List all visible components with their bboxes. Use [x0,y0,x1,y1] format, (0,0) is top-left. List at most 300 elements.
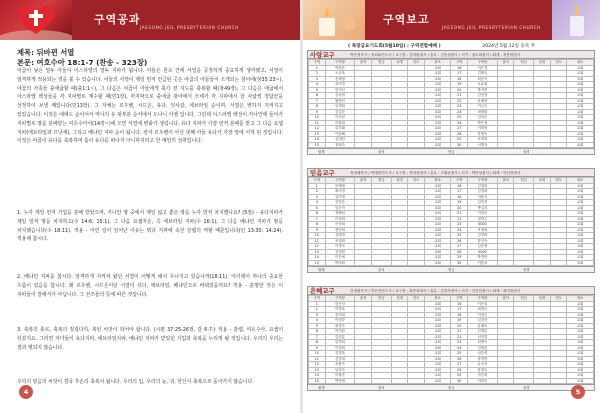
group-number: 26 [451,238,468,244]
bible-cell [391,142,408,148]
evangelism-cell [550,378,567,384]
page-number-right: 5 [571,385,585,399]
group-leader: 0000 [468,222,498,228]
column-header: 헌금 [371,296,391,302]
place-cell: 교회 [567,65,594,71]
place-cell: 교회 [424,307,451,313]
place-cell: 교회 [567,189,594,195]
group-leader: 장경자 [468,356,498,362]
column-header: 전도 [550,60,567,66]
column-header: 성경 [534,178,551,184]
column-header: 장소 [424,296,451,302]
place-cell: 교회 [567,329,594,335]
group-number: 30 [451,378,468,384]
column-header: 구역장 [468,60,498,66]
column-header: 전도 [408,178,425,184]
lavender-icon [552,0,600,40]
place-cell: 교회 [567,351,594,357]
group-leader: 임순자 [325,205,355,211]
group-number: 29 [451,137,468,143]
group-leader: 이미숙 [468,378,498,384]
place-cell: 교회 [567,249,594,255]
district-name: 사랑교구 [310,51,335,59]
place-cell: 교회 [567,238,594,244]
district-table [308,59,594,148]
place-cell: 교회 [424,378,451,384]
column-header: 출석 [497,178,514,184]
district-title-bar [308,169,594,177]
column-header: 구역장 [468,178,498,184]
attendance-cell [497,260,514,266]
place-cell: 교회 [567,104,594,110]
group-number: 17 [451,189,468,195]
group-number: 8 [309,104,326,110]
group-leader: 김미경 [468,200,498,206]
group-number: 29 [451,373,468,379]
group-leader: 정순희 [468,373,498,379]
group-number: 13 [309,249,326,255]
group-leader: 김정란 [325,249,355,255]
group-number: 27 [451,126,468,132]
column-header: 전도 [550,296,567,302]
group-leader: 최명숙 [468,340,498,346]
group-number: 20 [451,323,468,329]
place-cell: 교회 [567,205,594,211]
group-leader: 황영선 [325,98,355,104]
summary-label: 합계 [318,386,325,390]
place-cell: 교회 [424,211,451,217]
group-number: 23 [451,340,468,346]
group-leader: 김지현 [468,318,498,324]
group-leader: 이정희 [325,345,355,351]
column-header: 장소 [424,178,451,184]
group-number: 28 [451,367,468,373]
group-number: 7 [309,334,326,340]
attendance-cell [497,378,514,384]
group-number: 3 [309,312,326,318]
group-leader: 신미경 [468,334,498,340]
group-leader: 유숙자 [468,362,498,368]
group-leader: 조봉숙 [325,362,355,368]
group-leader: 김대선 [325,137,355,143]
group-number: 26 [451,356,468,362]
right-page-subtitle: JAESONG JEIL PRESBYTERIAN CHURCH [442,25,541,30]
group-number: 22 [451,98,468,104]
lesson-scripture: 본문: 여호수아 18:1-7 (찬송 - 323장) [17,58,148,67]
bible-cell [391,260,408,266]
place-cell: 교회 [567,255,594,261]
group-number: 14 [309,137,326,143]
group-leader: 서명옥 [468,142,498,148]
district-section [307,286,595,391]
column-header: 구역 [309,296,326,302]
group-leader: 한인숙 [468,238,498,244]
group-leader: 한은자 [325,301,355,307]
group-leader: 조정화 [325,238,355,244]
summary-label: 합계 [318,150,325,154]
group-leader: 김미영 [325,194,355,200]
group-number: 3 [309,194,326,200]
group-leader: 김순분 [325,334,355,340]
group-leader: 조미화 [468,137,498,143]
group-number: 30 [451,260,468,266]
candle-icon [303,0,365,40]
place-cell: 교회 [567,142,594,148]
left-page-title: 구역공과 [94,13,141,26]
group-leader: 오윤희 [468,82,498,88]
lesson-closing: 우리의 믿음의 씨앗이 결국 후손의 축복이 됩니다. 우리의 입, 우리의 눈, 귀, 한신이 축복으로 돌아가기 않습니다. [17,379,254,385]
group-leader: 정연주 [468,216,498,222]
group-number: 7 [309,98,326,104]
page-number-left: 4 [19,385,33,399]
group-number: 10 [309,115,326,121]
group-number: 12 [309,362,326,368]
place-cell: 교회 [567,87,594,93]
place-cell: 교회 [424,104,451,110]
place-cell: 교회 [567,345,594,351]
place-cell: 교회 [424,98,451,104]
place-cell: 교회 [567,378,594,384]
group-leader: 김정희 [468,233,498,239]
group-number: 20 [451,87,468,93]
column-header: 장소 [567,60,594,66]
group-number: 24 [451,345,468,351]
group-leader: 장민희 [325,227,355,233]
group-number: 22 [451,334,468,340]
column-header: 구역장 [325,60,355,66]
column-header: 장소 [424,60,451,66]
candle-image [303,0,365,40]
column-header: 성경 [391,178,408,184]
group-leader: 김정희 [468,183,498,189]
place-cell: 교회 [567,82,594,88]
group-leader: 박경란 [468,255,498,261]
group-number: 19 [451,318,468,324]
group-number: 28 [451,249,468,255]
report-column [303,40,600,413]
lesson-question-3: 3. 축복의 통로, 축복의 징검다리, 복된 씨앗이 되어야 합니다. (시편 37:25-26절, 갈 6:7-) 적용 - 갈렙, 여호수아, 요셉이 뒤섰지요. 그러면 자녀들이 유다지파, 에브라임지파, 베냐민 지파가 받았던 기업과 축복을 누리게 될 것입니다. 우리의 우리는 결과 햇되지 않습니다. [17,327,283,351]
evangelism-cell [550,142,567,148]
place-cell: 교회 [567,233,594,239]
group-leader: 최정숙 [468,307,498,313]
group-leader: 지용숙 [468,194,498,200]
district-table [308,177,594,266]
column-header: 헌금 [371,60,391,66]
group-leader: 오순옥 [325,71,355,77]
column-header: 출석 [497,60,514,66]
column-header: 헌금 [514,60,534,66]
group-number: 16 [451,183,468,189]
group-leader: 윤혜자 [468,98,498,104]
place-cell: 교회 [567,131,594,137]
place-cell: 교회 [424,301,451,307]
column-header: 전도 [408,296,425,302]
district-staff: 김정원목사 / 허은련전도사 / 교구장 : 최종희권사 / 총무 : 김경자집사 / 서기 : 김현미집사 / 회계 : 최미정집사 [350,289,521,293]
place-cell: 교회 [567,200,594,206]
group-leader: 문혜영 [325,183,355,189]
group-leader: 김순영 [468,244,498,250]
evangelism-cell [408,378,425,384]
column-header: 구역 [451,296,468,302]
group-number: 15 [309,260,326,266]
place-cell: 교회 [424,137,451,143]
district-staff: 정정래목사 / 박명란전도사 / 교구장 : 정미선권사 / 총무 : 고필균집사 / 서기 : 박미성집사 / 회계 : 이선영집사 [350,171,521,175]
place-cell: 교회 [424,356,451,362]
place-cell: 교회 [424,216,451,222]
place-cell: 교회 [424,323,451,329]
place-cell: 교회 [424,194,451,200]
lesson-question-1: 1. 누가 제일 먼저 기업을 분배 받았으며, 가나안 땅 중에서 제일 넓고 좋은 땅을 누가 먼저 차지했나요? (5절) - 유다지파가 제일 먼저 땅을 차지하고(수 14:6, 15:1), 그 다음 요셉자손, 즉 에브라임 지파(수 16:1), 그 다음 베냐민 지파가 땅을 차지했습니다(수 18:11). 적용 - 이런 일이 일어난 이유는 뭐다 지파에 속한 갈렙의 역할 때문입니다(민 13:30, 14:24). 적용해 봅시다. [17,210,283,243]
group-leader: 김영선 [468,345,498,351]
place-cell: 교회 [424,109,451,115]
group-number: 5 [309,205,326,211]
column-header: 장소 [567,178,594,184]
place-cell: 교회 [567,334,594,340]
place-cell: 교회 [424,340,451,346]
group-number: 3 [309,76,326,82]
right-header [303,0,600,40]
column-header: 성경 [391,60,408,66]
column-header: 헌금 [514,178,534,184]
place-cell: 교회 [424,318,451,324]
group-leader: 심태경 [325,233,355,239]
group-number: 23 [451,222,468,228]
place-cell: 교회 [424,260,451,266]
place-cell: 교회 [567,367,594,373]
attendance-cell [355,260,372,266]
attendance-cell [355,378,372,384]
group-number: 25 [451,233,468,239]
place-cell: 교회 [424,142,451,148]
place-cell: 교회 [567,115,594,121]
bible-cell [391,378,408,384]
group-leader: 한영숙 [468,131,498,137]
lesson-paragraph: 이곱이 낳은 열두 아들이 이스라엘의 열두 지파가 됩니다. 이들은 원호 간에 서열을 공정하게 중요하게 생각했고, 서열이 엄격하게 적용되는 것을 볼 수 있습니다. 이들의 서열이 제일 먼저 언급된 곳은 야곱의 아들들이 소개되는 창이에(창35:23~), 야곱의 가족들 출애굽할 때(출1:1~), 그 다음은 야곱이 아들에게 축기 전 지도를 축복할 때(창49장), 그 다음은 애굽에서 아스라엘 백성들을 각 지파별로 계수할 때(민1장), 마지막으로 출애굽 광야에서 모세가 각 지파에서 한 사람씩 정탐꾼을 선정하여 보낼 때입니다(민13장). 그 자체는 르우벤, 시므온, 유다, 잇사갈, 에브라임 순이며, 서열은 변하지 지켜지고 있었습니다. 이것은 애애도 순이어서 마니의 유 뒷부분 순서에서 도나니 아셀 입니다. 그런데 이스라엘 백성이 가나안에 들어가 지파별로 땅을 분배받는 여호수아서(14장~)에 오면 서열에 변화가 생깁니다. 유다 지파가 가장 먼저 분배를 받고 그 다음 요셉 지파(에브라임과 므낫세), 그리고 베냐민 지파 순이 됩니다. 장자 르우벤이 아닌 넷째 아들 유다가 가장 앞에 서게 된 것입니다. 이것은 야곱이 유다를 축복하며 홀이 유다를 떠나지 아니하리라고 한 예언의 성취입니다. [17,68,283,145]
summary-label: 성경 [523,268,530,272]
lesson-subject: 제목: 뒤바뀐 서열 [17,48,75,57]
place-cell: 교회 [424,244,451,250]
district-section [307,50,595,155]
group-leader: 한경희 [325,340,355,346]
group-leader: 박지연 [468,87,498,93]
summary-label: 성경 [523,150,530,154]
column-header: 성경 [534,296,551,302]
place-cell: 교회 [567,340,594,346]
place-cell: 교회 [567,222,594,228]
attendance-cell [355,142,372,148]
group-leader: 임순희 [468,351,498,357]
evangelism-cell [408,260,425,266]
district-name: 은혜교구 [310,287,335,295]
summary-row [308,384,594,390]
group-number: 21 [451,329,468,335]
bible-cell [534,142,551,148]
group-leader: 최명희 [468,109,498,115]
place-cell: 교회 [567,126,594,132]
meeting-title: ( 목장금요기도회(5월10일) : 구역연합예배 ) [348,44,441,49]
group-number: 9 [309,227,326,233]
place-cell: 교회 [424,255,451,261]
place-cell: 교회 [567,244,594,250]
group-number: 4 [309,318,326,324]
place-cell: 교회 [424,87,451,93]
group-leader: 이은희 [468,301,498,307]
place-cell: 교회 [424,71,451,77]
group-number: 12 [309,126,326,132]
group-leader: 최미정 [325,189,355,195]
group-number: 8 [309,340,326,346]
group-number: 2 [309,307,326,313]
place-cell: 교회 [567,109,594,115]
offering-cell [371,142,391,148]
group-leader: 박미화 [325,260,355,266]
place-cell: 교회 [567,301,594,307]
group-leader: 이봉옥 [468,260,498,266]
district-table [308,295,594,384]
column-header: 전도 [550,178,567,184]
column-header: 구역장 [325,296,355,302]
group-leader: 김성철 [325,93,355,99]
place-cell: 교회 [424,205,451,211]
summary-label: 합계 [318,268,325,272]
column-header: 장소 [567,296,594,302]
table-row [309,142,594,148]
table-row [309,260,594,266]
group-leader: 조정희 [468,227,498,233]
column-header: 성경 [534,60,551,66]
heart-cross-icon [0,0,72,40]
group-leader: 유혜숙 [468,323,498,329]
place-cell: 교회 [424,238,451,244]
offering-cell [371,260,391,266]
group-number: 6 [309,93,326,99]
group-number: 9 [309,345,326,351]
group-leader: 정희숙 [325,142,355,148]
place-cell: 교회 [424,183,451,189]
group-number: 5 [309,87,326,93]
place-cell: 교회 [567,312,594,318]
group-number: 25 [451,115,468,121]
offering-cell [514,260,534,266]
group-number: 8 [309,222,326,228]
heart-cross-image [0,0,72,40]
district-section [307,168,595,273]
summary-label: 성경 [523,386,530,390]
group-number: 11 [309,356,326,362]
summary-label: 출석 [378,268,385,272]
column-header: 구역장 [468,296,498,302]
lavender-candle-image [552,0,600,40]
group-leader: 최경숙 [325,323,355,329]
group-leader: 이명숙 [325,244,355,250]
place-cell: 교회 [424,249,451,255]
group-number: 29 [451,255,468,261]
group-leader: 최순자 [468,76,498,82]
group-number: 5 [309,323,326,329]
group-leader: 임재희 [325,104,355,110]
group-number: 2 [309,71,326,77]
group-number: 16 [451,65,468,71]
group-leader: 김영순 [325,200,355,206]
group-number: 13 [309,367,326,373]
group-number: 10 [309,233,326,239]
group-number: 10 [309,351,326,357]
bible-cell [534,378,551,384]
group-number: 2 [309,189,326,195]
group-leader: 이순애 [325,255,355,261]
group-leader: 이금숙 [468,104,498,110]
place-cell: 교회 [424,189,451,195]
group-number: 22 [451,216,468,222]
evangelism-cell [408,142,425,148]
group-leader: 이순남 [325,115,355,121]
group-number: 17 [451,307,468,313]
place-cell: 교회 [567,318,594,324]
offering-cell [371,378,391,384]
group-number: 21 [451,211,468,217]
place-cell: 교회 [424,233,451,239]
group-leader: 이경순 [325,318,355,324]
place-cell: 교회 [567,227,594,233]
place-cell: 교회 [424,65,451,71]
attendance-cell [497,142,514,148]
place-cell: 교회 [424,120,451,126]
group-leader: 이정희 [325,216,355,222]
group-leader: 0000 [468,249,498,255]
group-leader: 박은정 [468,120,498,126]
summary-row [308,266,594,272]
place-cell: 교회 [567,260,594,266]
summary-label: 출석 [378,150,385,154]
column-header: 구역 [309,60,326,66]
lesson-column [0,40,300,413]
group-leader: 한미선 [325,87,355,93]
place-cell: 교회 [567,76,594,82]
place-cell: 교회 [567,183,594,189]
group-number: 4 [309,200,326,206]
place-cell: 교회 [567,137,594,143]
group-number: 17 [451,71,468,77]
group-number: 19 [451,82,468,88]
column-header: 헌금 [514,296,534,302]
place-cell: 교회 [567,323,594,329]
offering-cell [514,378,534,384]
group-leader: 김태숙 [468,71,498,77]
group-number: 12 [309,244,326,250]
summary-label: 헌금 [448,268,455,272]
group-number: 28 [451,131,468,137]
group-number: 25 [451,351,468,357]
place-cell: 교회 [424,115,451,121]
summary-label: 헌금 [448,386,455,390]
group-leader: 김성희 [325,356,355,362]
summary-row [308,148,594,154]
group-leader: 김옥순 [468,115,498,121]
group-leader: 김선영 [468,93,498,99]
column-header: 출석 [355,178,372,184]
place-cell: 교회 [424,76,451,82]
group-number: 24 [451,109,468,115]
group-leader: 김정희 [468,189,498,195]
district-name: 믿음교구 [310,169,335,177]
place-cell: 교회 [424,200,451,206]
place-cell: 교회 [567,194,594,200]
column-header: 구역 [451,60,468,66]
group-number: 1 [309,301,326,307]
column-header: 헌금 [371,178,391,184]
group-number: 6 [309,329,326,335]
place-cell: 교회 [424,126,451,132]
